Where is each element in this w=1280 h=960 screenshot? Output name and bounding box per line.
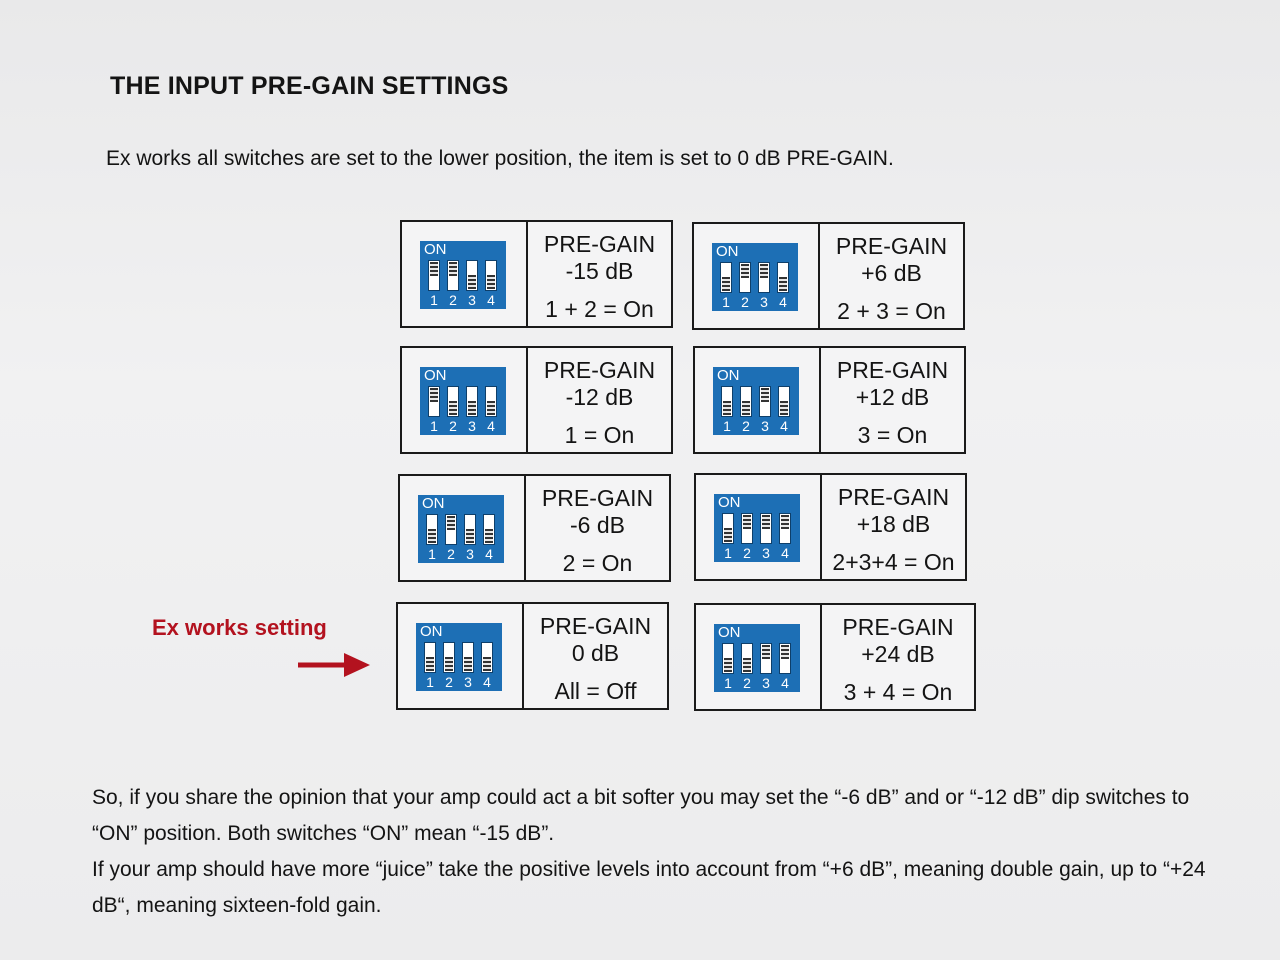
pre-gain-rule: 1 + 2 = On [545, 296, 654, 322]
dip-number-4: 4 [781, 675, 789, 691]
ex-works-label: Ex works setting [152, 615, 327, 640]
pre-gain-cell-minus-6 [398, 474, 671, 582]
dip-on-label: ON [718, 494, 741, 511]
pre-gain-cell-minus-12 [400, 346, 673, 454]
pre-gain-value: +12 dB [855, 384, 930, 410]
dip-switch-icon [714, 624, 800, 692]
explanation-paragraph-2: If your amp should have more “juice” take the positive levels into account from “+6 dB”, meaning double gain, up to “+24 dB“, meaning sixteen-fold gain. [92, 858, 1206, 917]
dip-switch-3 [466, 260, 478, 291]
dip-number-3: 3 [464, 674, 472, 690]
dip-switch-2 [447, 386, 459, 417]
dip-switch-4 [485, 260, 497, 291]
pre-gain-title: PRE-GAIN [837, 484, 950, 510]
dip-switch-2 [741, 643, 753, 674]
pre-gain-rule: 1 = On [564, 422, 635, 448]
pre-gain-cell-plus-18 [694, 473, 967, 581]
dip-on-label: ON [422, 495, 445, 512]
pre-gain-value: -12 dB [565, 384, 634, 410]
dip-on-label: ON [716, 243, 739, 260]
dip-number-4: 4 [780, 418, 788, 434]
dip-number-1: 1 [724, 675, 732, 691]
pre-gain-value: +18 dB [856, 511, 931, 537]
pre-gain-text [526, 476, 669, 580]
pre-gain-cell-plus-24 [694, 603, 976, 711]
pre-gain-rule: 2+3+4 = On [832, 549, 955, 575]
dip-number-2: 2 [743, 675, 751, 691]
dip-switch-icon [418, 495, 504, 563]
dip-number-2: 2 [741, 294, 749, 310]
pre-gain-rule: 2 = On [562, 550, 633, 576]
dip-number-2: 2 [449, 292, 457, 308]
dip-number-3: 3 [762, 675, 770, 691]
dip-on-label: ON [717, 367, 740, 384]
pre-gain-cell-0 [396, 602, 669, 710]
dip-number-4: 4 [781, 545, 789, 561]
dip-switch-1 [722, 643, 734, 674]
dip-switch-panel [694, 224, 820, 328]
dip-number-2: 2 [447, 546, 455, 562]
dip-switch-2 [445, 514, 457, 545]
dip-switch-panel [400, 476, 526, 580]
dip-switch-icon [420, 241, 506, 309]
dip-on-label: ON [424, 241, 447, 258]
dip-on-label: ON [424, 367, 447, 384]
dip-switch-3 [462, 642, 474, 673]
dip-switch-3 [760, 513, 772, 544]
dip-switch-panel [695, 348, 821, 452]
dip-switch-1 [722, 513, 734, 544]
intro-text: Ex works all switches are set to the lower position, the item is set to 0 dB PRE-GAIN. [106, 147, 894, 170]
pre-gain-text [524, 604, 667, 708]
dip-switch-panel [402, 222, 528, 326]
pre-gain-title: PRE-GAIN [541, 485, 654, 511]
dip-switch-4 [779, 643, 791, 674]
dip-switch-4 [485, 386, 497, 417]
pre-gain-table [400, 220, 980, 720]
dip-number-2: 2 [449, 418, 457, 434]
dip-switch-3 [760, 643, 772, 674]
dip-switch-2 [443, 642, 455, 673]
pre-gain-title: PRE-GAIN [835, 233, 948, 259]
dip-switch-4 [483, 514, 495, 545]
dip-switch-3 [466, 386, 478, 417]
pre-gain-title: PRE-GAIN [543, 231, 656, 257]
pre-gain-rule: All = Off [554, 678, 637, 704]
pre-gain-value: 0 dB [571, 640, 620, 666]
pre-gain-text [528, 348, 671, 452]
dip-number-4: 4 [779, 294, 787, 310]
pre-gain-text [820, 224, 963, 328]
dip-number-4: 4 [487, 292, 495, 308]
pre-gain-value: +24 dB [861, 641, 935, 667]
pre-gain-value: -15 dB [565, 258, 634, 284]
pre-gain-rule: 2 + 3 = On [837, 298, 946, 324]
dip-number-1: 1 [428, 546, 436, 562]
page-title: THE INPUT PRE-GAIN SETTINGS [110, 72, 509, 100]
dip-switch-icon [416, 623, 502, 691]
dip-number-1: 1 [723, 418, 731, 434]
dip-number-1: 1 [430, 292, 438, 308]
pre-gain-rule: 3 + 4 = On [843, 679, 953, 705]
pre-gain-title: PRE-GAIN [836, 357, 949, 383]
dip-number-3: 3 [761, 418, 769, 434]
pre-gain-text [821, 348, 964, 452]
dip-switch-icon [712, 243, 798, 311]
dip-switch-2 [739, 262, 751, 293]
dip-switch-1 [424, 642, 436, 673]
dip-number-3: 3 [468, 418, 476, 434]
dip-number-1: 1 [426, 674, 434, 690]
dip-switch-4 [777, 262, 789, 293]
dip-number-2: 2 [445, 674, 453, 690]
pre-gain-title: PRE-GAIN [539, 613, 652, 639]
dip-switch-icon [714, 494, 800, 562]
dip-switch-panel [696, 475, 822, 579]
dip-switch-3 [759, 386, 771, 417]
dip-switch-1 [720, 262, 732, 293]
dip-switch-1 [428, 386, 440, 417]
dip-number-2: 2 [743, 545, 751, 561]
pre-gain-title: PRE-GAIN [543, 357, 656, 383]
pre-gain-cell-plus-12 [693, 346, 966, 454]
dip-switch-icon [713, 367, 799, 435]
dip-number-2: 2 [742, 418, 750, 434]
dip-switch-icon [420, 367, 506, 435]
pre-gain-title: PRE-GAIN [842, 614, 954, 640]
dip-number-3: 3 [760, 294, 768, 310]
dip-switch-1 [721, 386, 733, 417]
dip-number-3: 3 [468, 292, 476, 308]
dip-switch-1 [426, 514, 438, 545]
dip-number-4: 4 [485, 546, 493, 562]
dip-switch-2 [447, 260, 459, 291]
dip-on-label: ON [718, 624, 741, 641]
dip-switch-4 [481, 642, 493, 673]
pre-gain-value: +6 dB [861, 260, 922, 286]
dip-number-1: 1 [722, 294, 730, 310]
dip-switch-panel [398, 604, 524, 708]
dip-number-1: 1 [724, 545, 732, 561]
pre-gain-rule: 3 = On [857, 422, 928, 448]
pre-gain-text [528, 222, 671, 326]
red-arrow-icon [298, 652, 370, 678]
pre-gain-text [822, 475, 965, 579]
dip-on-label: ON [420, 623, 443, 640]
dip-switch-4 [778, 386, 790, 417]
dip-switch-2 [741, 513, 753, 544]
pre-gain-cell-minus-15 [400, 220, 673, 328]
dip-number-1: 1 [430, 418, 438, 434]
pre-gain-cell-plus-6 [692, 222, 965, 330]
pre-gain-text [822, 605, 974, 709]
dip-switch-1 [428, 260, 440, 291]
dip-switch-panel [402, 348, 528, 452]
explanation-paragraph-1: So, if you share the opinion that your amp could act a bit softer you may set the “-6 dB” and or “-12 dB” dip switches to “ON” position. Both switches “ON” mean “-15 dB”. [92, 786, 1190, 845]
dip-switch-3 [464, 514, 476, 545]
dip-number-3: 3 [466, 546, 474, 562]
dip-number-4: 4 [483, 674, 491, 690]
dip-switch-3 [758, 262, 770, 293]
dip-switch-4 [779, 513, 791, 544]
pre-gain-value: -6 dB [570, 512, 625, 538]
dip-switch-2 [740, 386, 752, 417]
dip-switch-panel [696, 605, 822, 709]
dip-number-4: 4 [487, 418, 495, 434]
dip-number-3: 3 [762, 545, 770, 561]
